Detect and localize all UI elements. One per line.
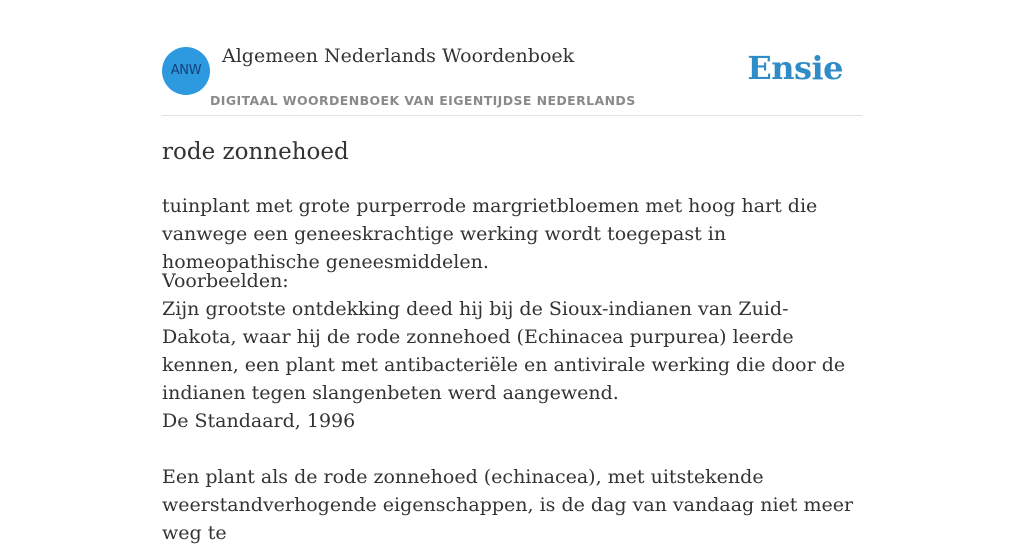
example-source: De Standaard, 1996 <box>162 410 356 432</box>
entry-title: rode zonnehoed <box>162 139 349 165</box>
anw-logo[interactable]: ANW <box>162 47 210 95</box>
site-subtitle: DIGITAAL WOORDENBOEK VAN EIGENTIJDSE NEDERLANDS <box>210 93 636 108</box>
ensie-brand-logo[interactable]: Ensie <box>747 49 843 87</box>
site-title[interactable]: Algemeen Nederlands Woordenboek <box>222 45 575 67</box>
example-text: Zijn grootste ontdekking deed hij bij de Sioux-indianen van Zuid-Dakota, waar hij de rode zonnehoed (Echinacea purpurea) leerde kennen, een plant met antibacteriële en antivirale werking die door de indianen tegen slangenbeten werd aangewend. <box>162 298 846 404</box>
example-text: Een plant als de rode zonnehoed (echinacea), met uitstekende weerstandverhogende eigenschappen, is de dag van vandaag niet meer weg te <box>162 466 854 544</box>
examples-section <box>162 267 862 547</box>
entry-definition: tuinplant met grote purperrode margrietbloemen met hoog hart die vanwege een geneeskrachtige werking wordt toegepast in homeopathische geneesmiddelen. <box>162 195 818 273</box>
page-container <box>162 0 862 544</box>
example-item <box>162 463 862 547</box>
example-spacer <box>162 435 862 463</box>
example-item <box>162 295 862 435</box>
examples-label: Voorbeelden: <box>162 270 289 292</box>
site-header <box>162 0 862 116</box>
